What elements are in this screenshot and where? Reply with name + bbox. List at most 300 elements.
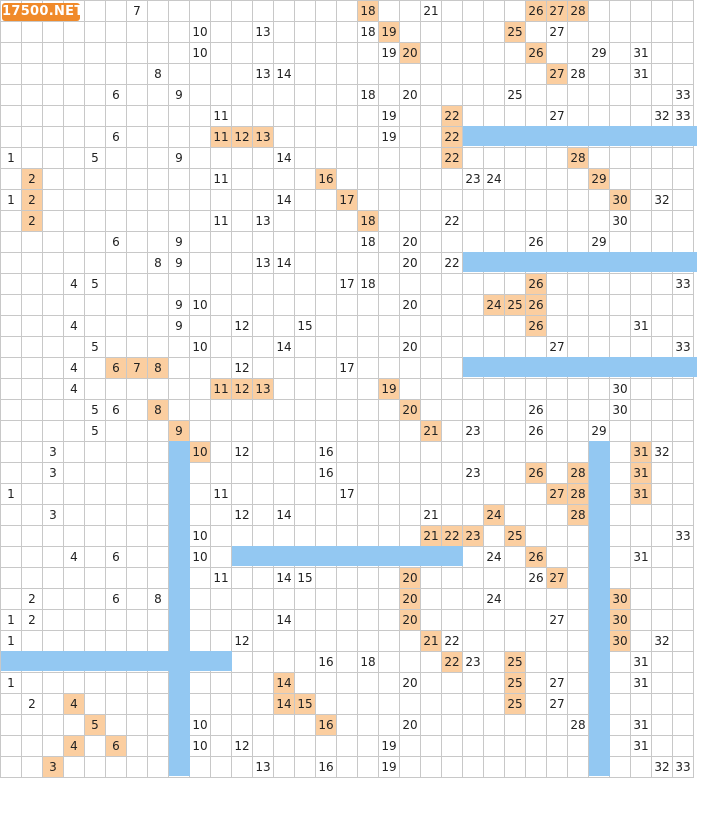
grid-cell xyxy=(526,757,547,778)
grid-cell xyxy=(526,484,547,505)
grid-cell xyxy=(295,463,316,484)
grid-cell xyxy=(253,673,274,694)
grid-cell xyxy=(148,757,169,778)
grid-cell xyxy=(316,568,337,589)
grid-cell xyxy=(85,43,106,64)
grid-cell xyxy=(253,631,274,652)
grid-cell xyxy=(22,400,43,421)
grid-cell xyxy=(421,253,442,274)
grid-cell xyxy=(463,379,484,400)
grid-cell xyxy=(379,484,400,505)
grid-cell xyxy=(568,190,589,211)
grid-cell xyxy=(379,421,400,442)
grid-cell xyxy=(85,232,106,253)
grid-cell xyxy=(547,400,568,421)
grid-cell: 13 xyxy=(253,64,274,85)
grid-cell xyxy=(358,463,379,484)
grid-cell xyxy=(484,631,505,652)
grid-cell xyxy=(652,22,673,43)
grid-cell xyxy=(505,106,526,127)
grid-cell xyxy=(421,589,442,610)
grid-cell xyxy=(589,1,610,22)
grid-cell xyxy=(484,526,505,547)
grid-cell: 20 xyxy=(400,232,421,253)
grid-cell: 15 xyxy=(295,694,316,715)
grid-cell xyxy=(85,673,106,694)
grid-cell xyxy=(253,1,274,22)
grid-cell xyxy=(421,295,442,316)
grid-cell xyxy=(358,43,379,64)
grid-cell xyxy=(127,526,148,547)
grid-cell xyxy=(505,379,526,400)
grid-cell xyxy=(421,211,442,232)
grid-cell xyxy=(64,463,85,484)
grid-cell xyxy=(484,715,505,736)
grid-cell: 5 xyxy=(85,421,106,442)
grid-cell xyxy=(274,526,295,547)
grid-cell: 8 xyxy=(148,400,169,421)
grid-cell xyxy=(337,568,358,589)
grid-cell xyxy=(526,85,547,106)
grid-cell: 8 xyxy=(148,64,169,85)
grid-cell xyxy=(610,673,631,694)
grid-cell: 6 xyxy=(106,358,127,379)
grid-cell xyxy=(127,694,148,715)
grid-cell xyxy=(316,127,337,148)
grid-cell xyxy=(106,295,127,316)
grid-cell xyxy=(400,127,421,148)
grid-cell xyxy=(568,694,589,715)
grid-cell xyxy=(358,568,379,589)
grid-cell xyxy=(295,589,316,610)
grid-cell xyxy=(484,43,505,64)
grid-cell xyxy=(106,715,127,736)
grid-cell: 25 xyxy=(505,673,526,694)
grid-cell xyxy=(43,190,64,211)
grid-cell xyxy=(22,463,43,484)
grid-cell xyxy=(169,64,190,85)
grid-cell xyxy=(232,610,253,631)
grid-cell xyxy=(43,673,64,694)
grid-cell: 13 xyxy=(253,253,274,274)
grid-cell xyxy=(421,610,442,631)
grid-cell xyxy=(400,526,421,547)
grid-cell: 22 xyxy=(442,106,463,127)
grid-cell xyxy=(400,421,421,442)
grid-cell xyxy=(316,736,337,757)
grid-cell: 29 xyxy=(589,421,610,442)
grid-cell xyxy=(379,400,400,421)
grid-cell xyxy=(568,43,589,64)
grid-cell xyxy=(64,190,85,211)
grid-cell xyxy=(463,400,484,421)
grid-cell xyxy=(610,505,631,526)
grid-cell xyxy=(568,400,589,421)
grid-cell: 28 xyxy=(568,715,589,736)
grid-cell xyxy=(652,379,673,400)
grid-cell xyxy=(631,610,652,631)
grid-cell: 2 xyxy=(22,211,43,232)
grid-cell xyxy=(274,43,295,64)
grid-cell xyxy=(589,400,610,421)
grid-cell xyxy=(337,295,358,316)
grid-cell xyxy=(610,85,631,106)
grid-cell xyxy=(610,694,631,715)
grid-cell xyxy=(463,22,484,43)
grid-cell xyxy=(190,421,211,442)
grid-cell xyxy=(148,568,169,589)
grid-cell xyxy=(442,295,463,316)
grid-cell: 6 xyxy=(106,589,127,610)
grid-cell xyxy=(127,316,148,337)
grid-cell xyxy=(547,211,568,232)
grid-cell xyxy=(547,652,568,673)
grid-cell xyxy=(190,505,211,526)
grid-cell xyxy=(22,274,43,295)
grid-cell: 14 xyxy=(274,190,295,211)
grid-cell xyxy=(148,631,169,652)
grid-cell xyxy=(274,589,295,610)
grid-cell xyxy=(610,757,631,778)
grid-cell xyxy=(295,169,316,190)
grid-cell xyxy=(169,169,190,190)
grid-cell xyxy=(673,379,694,400)
grid-cell xyxy=(379,568,400,589)
grid-cell: 4 xyxy=(64,358,85,379)
grid-cell xyxy=(1,526,22,547)
grid-cell xyxy=(568,526,589,547)
grid-cell xyxy=(337,631,358,652)
grid-cell: 3 xyxy=(43,442,64,463)
grid-cell: 5 xyxy=(85,400,106,421)
grid-cell xyxy=(526,631,547,652)
grid-cell xyxy=(358,610,379,631)
grid-cell xyxy=(43,148,64,169)
grid-cell xyxy=(127,22,148,43)
grid-cell xyxy=(442,757,463,778)
grid-cell xyxy=(484,211,505,232)
grid-cell xyxy=(316,526,337,547)
grid-cell xyxy=(148,211,169,232)
grid-cell xyxy=(211,505,232,526)
grid-cell: 31 xyxy=(631,547,652,568)
grid-cell: 30 xyxy=(610,631,631,652)
grid-cell xyxy=(652,64,673,85)
grid-cell xyxy=(505,274,526,295)
grid-cell xyxy=(484,22,505,43)
grid-cell xyxy=(85,484,106,505)
grid-cell xyxy=(631,169,652,190)
grid-cell: 2 xyxy=(22,694,43,715)
grid-cell xyxy=(148,127,169,148)
grid-cell xyxy=(274,316,295,337)
grid-cell xyxy=(547,631,568,652)
grid-cell xyxy=(190,694,211,715)
grid-cell xyxy=(22,526,43,547)
grid-cell xyxy=(232,652,253,673)
grid-cell xyxy=(442,610,463,631)
grid-cell xyxy=(589,211,610,232)
grid-cell xyxy=(610,232,631,253)
grid-cell xyxy=(568,547,589,568)
grid-cell xyxy=(148,106,169,127)
grid-cell xyxy=(379,694,400,715)
grid-cell: 19 xyxy=(379,127,400,148)
grid-cell xyxy=(316,379,337,400)
grid-cell xyxy=(211,400,232,421)
grid-cell xyxy=(400,652,421,673)
grid-cell xyxy=(631,526,652,547)
grid-cell xyxy=(505,547,526,568)
grid-cell xyxy=(127,484,148,505)
grid-cell: 10 xyxy=(190,547,211,568)
grid-cell xyxy=(85,379,106,400)
grid-cell xyxy=(505,337,526,358)
grid-cell xyxy=(64,589,85,610)
grid-cell xyxy=(43,43,64,64)
grid-cell xyxy=(358,106,379,127)
grid-cell xyxy=(211,673,232,694)
grid-cell xyxy=(148,715,169,736)
grid-cell xyxy=(484,274,505,295)
grid-cell: 20 xyxy=(400,85,421,106)
grid-cell: 2 xyxy=(22,190,43,211)
grid-cell xyxy=(274,421,295,442)
grid-cell xyxy=(316,694,337,715)
grid-cell xyxy=(568,442,589,463)
grid-cell xyxy=(547,736,568,757)
grid-cell xyxy=(673,484,694,505)
grid-cell xyxy=(1,694,22,715)
grid-cell xyxy=(652,715,673,736)
grid-cell xyxy=(505,1,526,22)
grid-cell xyxy=(43,253,64,274)
grid-cell: 27 xyxy=(547,337,568,358)
grid-cell xyxy=(295,64,316,85)
grid-cell xyxy=(253,568,274,589)
grid-cell: 10 xyxy=(190,22,211,43)
grid-cell xyxy=(253,358,274,379)
grid-cell: 26 xyxy=(526,547,547,568)
grid-cell: 16 xyxy=(316,463,337,484)
grid-cell xyxy=(43,526,64,547)
grid-cell xyxy=(610,295,631,316)
grid-cell xyxy=(589,148,610,169)
grid-cell: 23 xyxy=(463,652,484,673)
grid-cell: 1 xyxy=(1,484,22,505)
grid-cell xyxy=(421,316,442,337)
grid-cell xyxy=(127,400,148,421)
grid-cell xyxy=(610,526,631,547)
grid-cell: 27 xyxy=(547,22,568,43)
grid-cell: 32 xyxy=(652,631,673,652)
grid-cell xyxy=(43,379,64,400)
grid-cell xyxy=(337,757,358,778)
grid-cell xyxy=(169,190,190,211)
grid-cell xyxy=(589,190,610,211)
grid-cell xyxy=(547,379,568,400)
grid-cell xyxy=(652,232,673,253)
grid-cell xyxy=(316,274,337,295)
grid-cell xyxy=(358,442,379,463)
grid-cell: 22 xyxy=(442,631,463,652)
grid-cell xyxy=(673,736,694,757)
grid-cell xyxy=(400,211,421,232)
grid-cell xyxy=(316,190,337,211)
grid-cell xyxy=(274,400,295,421)
grid-cell xyxy=(547,757,568,778)
grid-cell xyxy=(316,358,337,379)
grid-cell xyxy=(127,715,148,736)
grid-cell xyxy=(505,400,526,421)
grid-cell: 22 xyxy=(442,148,463,169)
grid-cell xyxy=(316,316,337,337)
grid-cell xyxy=(106,379,127,400)
grid-cell xyxy=(274,463,295,484)
grid-cell xyxy=(610,274,631,295)
grid-cell xyxy=(631,148,652,169)
grid-cell xyxy=(253,421,274,442)
grid-cell xyxy=(673,64,694,85)
grid-cell xyxy=(148,736,169,757)
grid-cell xyxy=(127,106,148,127)
grid-cell xyxy=(358,337,379,358)
grid-cell: 13 xyxy=(253,379,274,400)
grid-cell xyxy=(337,652,358,673)
grid-cell xyxy=(610,316,631,337)
grid-cell xyxy=(421,673,442,694)
grid-cell: 26 xyxy=(526,295,547,316)
grid-cell xyxy=(526,169,547,190)
grid-cell xyxy=(232,274,253,295)
grid-cell xyxy=(295,673,316,694)
grid-cell xyxy=(484,463,505,484)
grid-cell xyxy=(484,1,505,22)
grid-cell xyxy=(337,379,358,400)
grid-cell xyxy=(43,421,64,442)
trend-bar xyxy=(232,546,463,566)
grid-cell xyxy=(379,211,400,232)
grid-cell: 30 xyxy=(610,589,631,610)
grid-cell: 11 xyxy=(211,169,232,190)
grid-cell xyxy=(127,379,148,400)
grid-cell xyxy=(211,736,232,757)
grid-cell xyxy=(22,148,43,169)
grid-cell xyxy=(400,106,421,127)
grid-cell xyxy=(85,547,106,568)
grid-cell xyxy=(589,85,610,106)
grid-cell: 20 xyxy=(400,253,421,274)
grid-cell xyxy=(85,316,106,337)
grid-cell: 10 xyxy=(190,715,211,736)
trend-bar xyxy=(463,126,697,146)
grid-cell xyxy=(316,337,337,358)
grid-cell xyxy=(547,715,568,736)
grid-cell xyxy=(400,148,421,169)
grid-cell: 31 xyxy=(631,463,652,484)
grid-cell xyxy=(85,106,106,127)
grid-cell: 12 xyxy=(232,358,253,379)
grid-cell xyxy=(337,127,358,148)
grid-cell xyxy=(211,253,232,274)
grid-cell xyxy=(358,190,379,211)
grid-cell: 2 xyxy=(22,169,43,190)
grid-cell xyxy=(106,442,127,463)
grid-cell xyxy=(526,106,547,127)
grid-cell: 28 xyxy=(568,148,589,169)
grid-cell xyxy=(337,1,358,22)
grid-cell xyxy=(43,85,64,106)
grid-cell xyxy=(190,484,211,505)
grid-cell: 26 xyxy=(526,232,547,253)
grid-cell xyxy=(295,43,316,64)
grid-cell xyxy=(442,694,463,715)
grid-cell xyxy=(211,148,232,169)
grid-cell xyxy=(274,736,295,757)
grid-cell xyxy=(1,211,22,232)
grid-cell xyxy=(652,589,673,610)
grid-cell xyxy=(505,442,526,463)
grid-cell xyxy=(253,610,274,631)
grid-cell: 31 xyxy=(631,43,652,64)
grid-cell xyxy=(442,337,463,358)
grid-cell xyxy=(505,169,526,190)
grid-cell xyxy=(505,148,526,169)
grid-cell xyxy=(337,421,358,442)
grid-cell xyxy=(22,127,43,148)
grid-cell xyxy=(22,484,43,505)
grid-cell xyxy=(85,22,106,43)
grid-cell xyxy=(295,421,316,442)
grid-cell xyxy=(1,274,22,295)
grid-cell: 19 xyxy=(379,379,400,400)
grid-cell xyxy=(463,148,484,169)
grid-cell xyxy=(316,631,337,652)
grid-cell: 31 xyxy=(631,652,652,673)
grid-cell xyxy=(190,610,211,631)
grid-cell: 27 xyxy=(547,106,568,127)
grid-cell: 25 xyxy=(505,85,526,106)
grid-cell xyxy=(64,484,85,505)
grid-cell xyxy=(631,337,652,358)
grid-cell xyxy=(64,22,85,43)
grid-cell xyxy=(43,316,64,337)
grid-cell xyxy=(274,211,295,232)
grid-cell: 21 xyxy=(421,631,442,652)
grid-cell xyxy=(505,484,526,505)
grid-cell: 17 xyxy=(337,484,358,505)
grid-cell: 33 xyxy=(673,337,694,358)
grid-cell xyxy=(463,1,484,22)
grid-cell: 4 xyxy=(64,274,85,295)
grid-cell xyxy=(547,421,568,442)
grid-cell xyxy=(337,106,358,127)
grid-cell xyxy=(379,169,400,190)
grid-cell xyxy=(1,169,22,190)
grid-cell xyxy=(421,400,442,421)
grid-cell xyxy=(652,484,673,505)
grid-cell: 21 xyxy=(421,1,442,22)
grid-cell xyxy=(589,106,610,127)
grid-cell: 22 xyxy=(442,211,463,232)
grid-cell xyxy=(1,589,22,610)
grid-cell xyxy=(64,442,85,463)
grid-cell xyxy=(148,673,169,694)
grid-cell xyxy=(442,64,463,85)
grid-cell xyxy=(22,673,43,694)
grid-cell xyxy=(316,400,337,421)
grid-cell xyxy=(190,379,211,400)
